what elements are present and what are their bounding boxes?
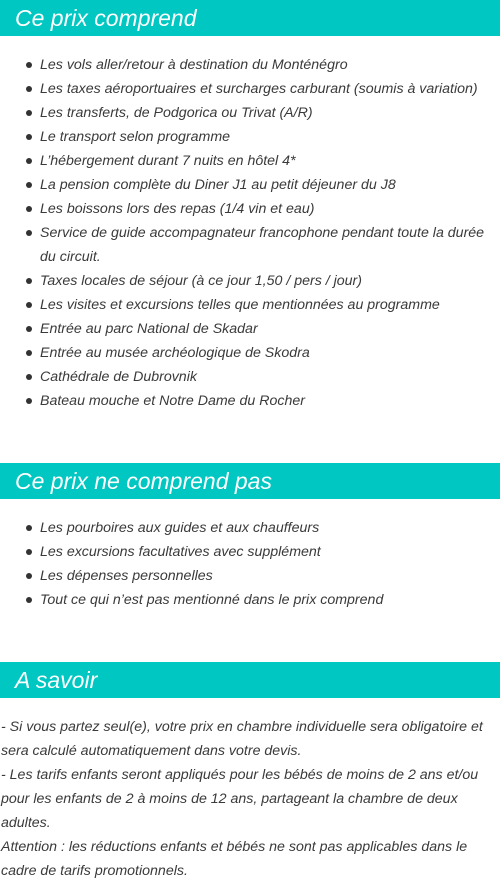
list-item: Les pourboires aux guides et aux chauffeurs — [40, 516, 490, 540]
section-header-good-to-know: A savoir — [0, 662, 500, 698]
section-header-not-included: Ce prix ne comprend pas — [0, 463, 500, 499]
list-item: Les dépenses personnelles — [40, 564, 490, 588]
list-item: Tout ce qui n’est pas mentionné dans le prix comprend — [40, 588, 490, 612]
list-item: La pension complète du Diner J1 au petit déjeuner du J8 — [40, 173, 490, 197]
list-item: Les boissons lors des repas (1/4 vin et eau) — [40, 197, 490, 221]
list-item: Les excursions facultatives avec supplément — [40, 540, 490, 564]
list-item: Bateau mouche et Notre Dame du Rocher — [40, 389, 490, 413]
included-list — [0, 53, 500, 413]
info-paragraph: - Les tarifs enfants seront appliqués pour les bébés de moins de 2 ans et/ou pour les enfants de 2 à moins de 12 ans, partageant la chambre de deux adultes. — [1, 767, 479, 831]
list-item: L’hébergement durant 7 nuits en hôtel 4* — [40, 149, 490, 173]
list-item: Cathédrale de Dubrovnik — [40, 365, 490, 389]
list-item: Les vols aller/retour à destination du Monténégro — [40, 53, 490, 77]
list-item: Le transport selon programme — [40, 125, 490, 149]
list-item: Taxes locales de séjour (à ce jour 1,50 / pers / jour) — [40, 269, 490, 293]
info-paragraph: - Si vous partez seul(e), votre prix en chambre individuelle sera obligatoire et sera calculé automatiquement dans votre devis. — [1, 719, 483, 759]
list-item: Les visites et excursions telles que mentionnées au programme — [40, 293, 490, 317]
list-item: Les taxes aéroportuaires et surcharges carburant (soumis à variation) — [40, 77, 490, 101]
section-header-included: Ce prix comprend — [0, 0, 500, 36]
list-item: Entrée au parc National de Skadar — [40, 317, 490, 341]
list-item: Entrée au musée archéologique de Skodra — [40, 341, 490, 365]
list-item: Les transferts, de Podgorica ou Trivat (A/R) — [40, 101, 490, 125]
list-item: Service de guide accompagnateur francophone pendant toute la durée du circuit. — [40, 221, 490, 269]
not-included-list — [0, 516, 500, 612]
good-to-know-text — [0, 715, 500, 883]
info-paragraph: Attention : les réductions enfants et bébés ne sont pas applicables dans le cadre de tarifs promotionnels. — [1, 839, 468, 879]
